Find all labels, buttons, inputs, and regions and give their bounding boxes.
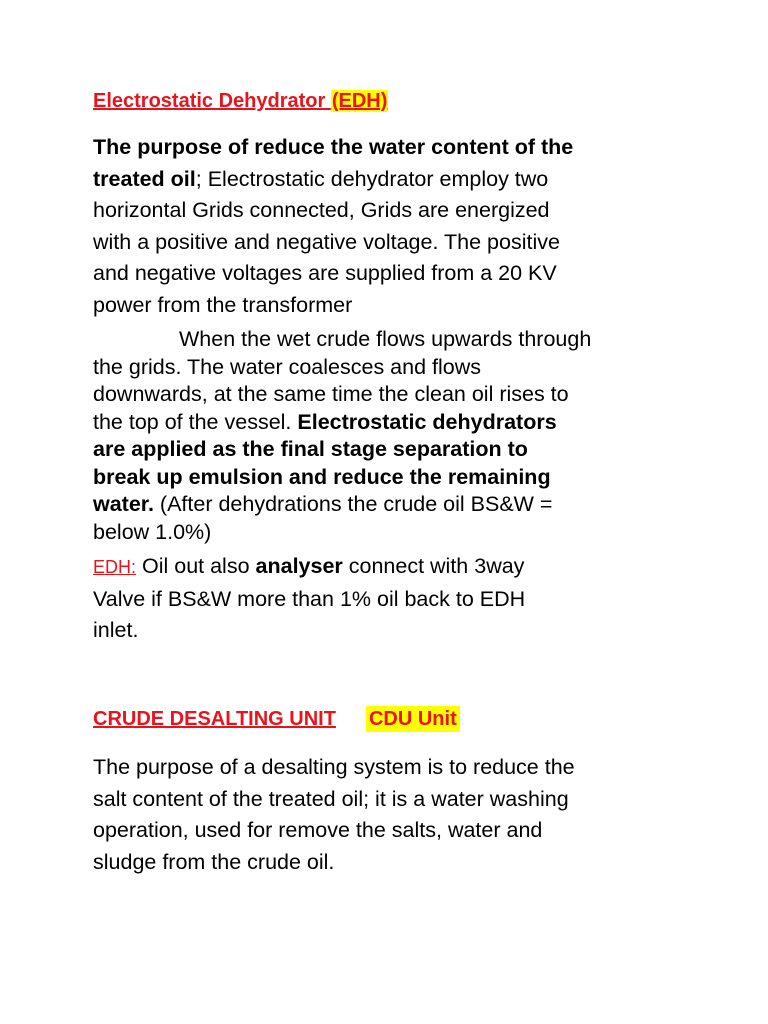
text-line: break up emulsion and reduce the remaining	[93, 464, 551, 489]
text-line: sludge from the crude oil.	[93, 849, 335, 874]
text-line	[93, 409, 693, 437]
edh-process-paragraph	[93, 326, 693, 546]
edh-heading-tag: (EDH)	[331, 90, 388, 112]
text-line: inlet.	[93, 618, 139, 642]
text-run: connect with 3way	[342, 554, 525, 578]
text-line	[93, 164, 693, 196]
text-line	[93, 491, 693, 519]
text-line: operation, used for remove the salts, water and	[93, 818, 543, 842]
text-line: the grids. The water coalesces and flows	[93, 354, 481, 379]
text-line: are applied as the final stage separation to	[93, 437, 528, 461]
cdu-heading-tag: CDU Unit	[366, 706, 460, 732]
text-run: Oil out also	[136, 554, 256, 578]
text-line: and negative voltages are supplied from a 20 KV	[93, 261, 557, 285]
bold-phrase: analyser	[255, 554, 343, 578]
text-run: ; Electrostatic dehydrator employ two	[195, 166, 549, 191]
bold-phrase: Electrostatic dehydrators	[297, 409, 557, 434]
edh-heading	[93, 90, 388, 113]
text-line: salt content of the treated oil; it is a water washing	[93, 786, 569, 811]
edh-analyser-paragraph	[93, 551, 693, 647]
text-line: downwards, at the same time the clean oil rises to	[93, 382, 569, 406]
cdu-heading-text: CRUDE DESALTING UNIT	[93, 708, 336, 730]
text-line: horizontal Grids connected, Grids are energized	[93, 198, 550, 222]
text-run: (After dehydrations the crude oil BS&W =	[153, 492, 553, 516]
text-line: The purpose of reduce the water content of the	[93, 135, 574, 159]
edh-label: EDH:	[93, 557, 137, 577]
text-line: with a positive and negative voltage. The positive	[93, 229, 560, 254]
edh-purpose-paragraph	[93, 132, 693, 321]
text-line: power from the transformer	[93, 292, 353, 317]
cdu-purpose-paragraph	[93, 752, 693, 878]
text-line: When the wet crude flows upwards through	[179, 327, 592, 351]
text-line: The purpose of a desalting system is to reduce the	[93, 755, 575, 779]
text-line	[93, 551, 693, 584]
bold-phrase: treated oil	[93, 166, 196, 191]
cdu-heading	[93, 708, 460, 731]
bold-phrase: water.	[93, 492, 154, 516]
text-line: Valve if BS&W more than 1% oil back to EDH	[93, 586, 526, 611]
edh-heading-text: Electrostatic Dehydrator	[93, 90, 331, 112]
text-line: below 1.0%)	[93, 519, 212, 544]
text-run: the top of the vessel.	[93, 409, 298, 434]
